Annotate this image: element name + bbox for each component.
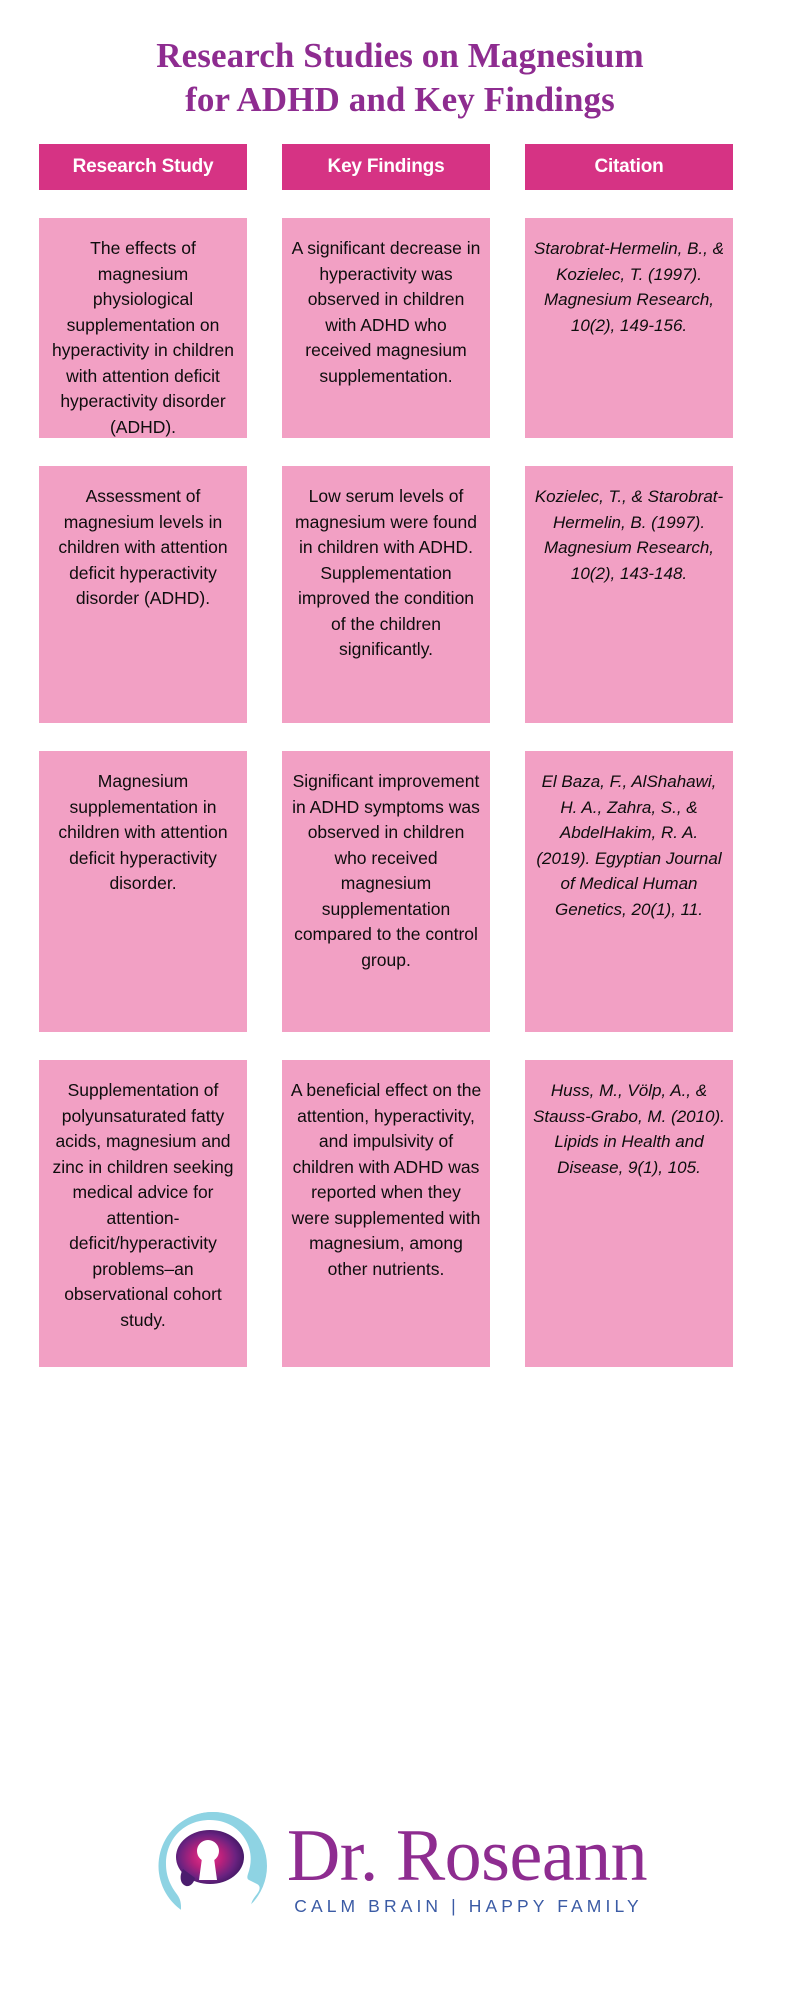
table-row: [0, 751, 800, 1032]
cell-key-findings: A beneficial effect on the attention, hyperactivity, and impulsivity of children with ADHD was reported when they were supplemented with magnesium, among other nutrients.: [282, 1060, 490, 1367]
table-row: [0, 218, 800, 438]
cell-citation: Starobrat-Hermelin, B., & Kozielec, T. (1997). Magnesium Research, 10(2), 149-156.: [525, 218, 733, 438]
brain-head-keyhole-icon: [153, 1806, 273, 1926]
table-row: [0, 1060, 800, 1367]
column-header-key-findings: Key Findings: [282, 144, 490, 190]
cell-research-study: Assessment of magnesium levels in children with attention deficit hyperactivity disorder (ADHD).: [39, 466, 247, 723]
logo-text-block: [287, 1815, 647, 1917]
cell-citation: Huss, M., Völp, A., & Stauss-Grabo, M. (2010). Lipids in Health and Disease, 9(1), 105.: [525, 1060, 733, 1367]
cell-key-findings: Low serum levels of magnesium were found in children with ADHD. Supplementation improved the condition of the children significantly.: [282, 466, 490, 723]
column-header-research-study: Research Study: [39, 144, 247, 190]
cell-research-study: The effects of magnesium physiological supplementation on hyperactivity in children with attention deficit hyperactivity disorder (ADHD).: [39, 218, 247, 438]
logo-brand-name: Dr. Roseann: [286, 1814, 648, 1897]
table-header-row: [0, 144, 800, 190]
column-header-citation: Citation: [525, 144, 733, 190]
logo-tagline: CALM BRAIN | HAPPY FAMILY: [294, 1895, 643, 1916]
table-row: [0, 466, 800, 723]
page-title-line-1: Research Studies on Magnesium: [156, 36, 644, 75]
cell-research-study: Magnesium supplementation in children with attention deficit hyperactivity disorder.: [39, 751, 247, 1032]
cell-citation: Kozielec, T., & Starobrat-Hermelin, B. (1997). Magnesium Research, 10(2), 143-148.: [525, 466, 733, 723]
cell-key-findings: A significant decrease in hyperactivity was observed in children with ADHD who received magnesium supplementation.: [282, 218, 490, 438]
cell-research-study: Supplementation of polyunsaturated fatty acids, magnesium and zinc in children seeking medical advice for attention-deficit/hyperactivity problems–an observational cohort study.: [39, 1060, 247, 1367]
page-title: [0, 0, 800, 122]
brand-logo: [0, 1778, 800, 1953]
cell-citation: El Baza, F., AlShahawi, H. A., Zahra, S., & AbdelHakim, R. A. (2019). Egyptian Journal of Medical Human Genetics, 20(1), 11.: [525, 751, 733, 1032]
page-title-line-2: for ADHD and Key Findings: [185, 80, 615, 119]
research-studies-table: [0, 122, 800, 1367]
cell-key-findings: Significant improvement in ADHD symptoms was observed in children who received magnesium supplementation compared to the control group.: [282, 751, 490, 1032]
